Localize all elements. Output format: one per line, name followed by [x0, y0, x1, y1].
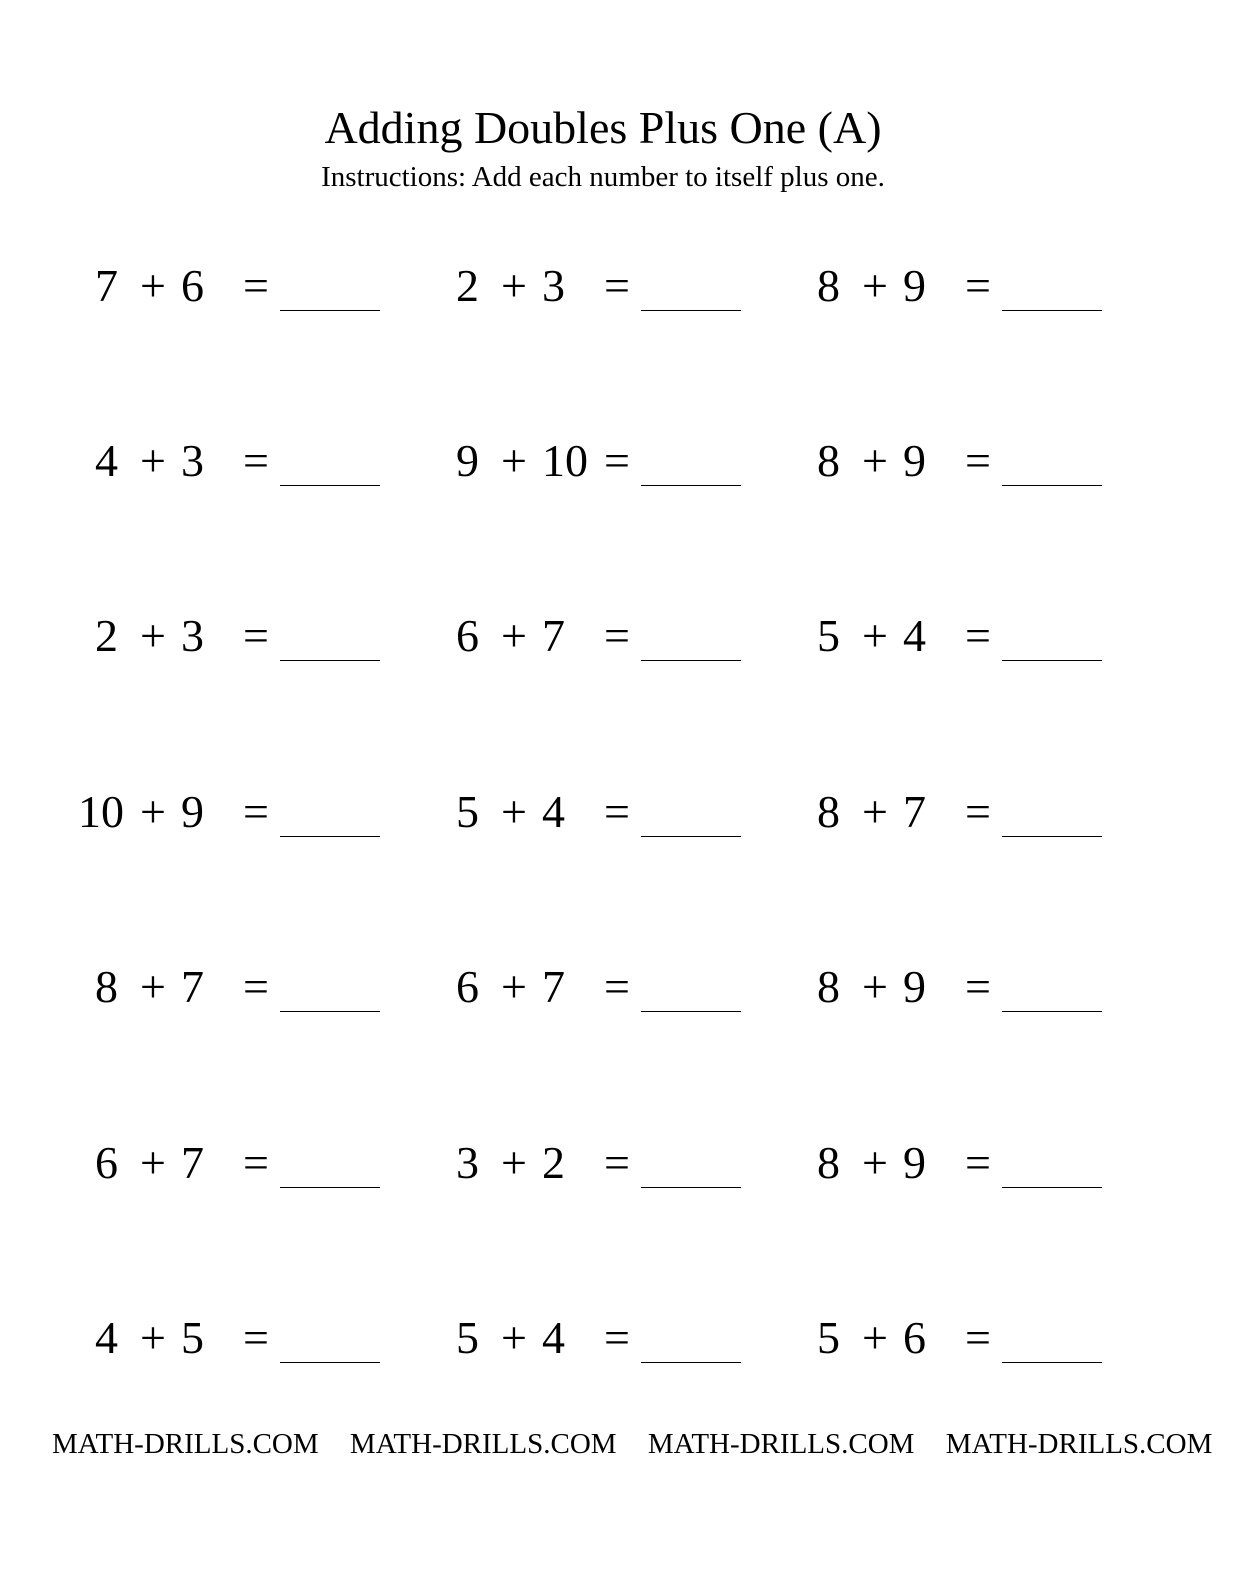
equals-sign: = [604, 961, 630, 1012]
plus-sign: + [501, 961, 527, 1012]
first-addend: 8 [817, 961, 840, 1012]
plus-sign: + [140, 435, 166, 486]
equals-sign: = [243, 435, 269, 486]
first-addend: 5 [456, 786, 479, 837]
second-addend: 2 [542, 1137, 565, 1188]
problem [800, 256, 1140, 316]
plus-sign: + [862, 961, 888, 1012]
first-addend: 3 [456, 1137, 479, 1188]
second-addend: 7 [181, 961, 204, 1012]
first-addend: 8 [817, 260, 840, 311]
footer-text: MATH-DRILLS.COM [349, 1428, 617, 1460]
first-addend: 8 [817, 786, 840, 837]
answer-blank[interactable] [1002, 660, 1102, 661]
problem [800, 431, 1140, 491]
plus-sign: + [501, 435, 527, 486]
second-addend: 3 [542, 260, 565, 311]
second-addend: 9 [903, 961, 926, 1012]
footer-text: MATH-DRILLS.COM [52, 1428, 319, 1460]
equals-sign: = [243, 610, 269, 661]
plus-sign: + [140, 260, 166, 311]
answer-blank[interactable] [1002, 1187, 1102, 1188]
equals-sign: = [243, 961, 269, 1012]
page-title: Adding Doubles Plus One (A) [324, 102, 882, 153]
answer-blank[interactable] [641, 485, 741, 486]
second-addend: 3 [181, 435, 204, 486]
first-addend: 4 [95, 1312, 118, 1363]
second-addend: 10 [542, 435, 588, 486]
equals-sign: = [965, 1312, 991, 1363]
problem [78, 1133, 418, 1193]
second-addend: 7 [903, 786, 926, 837]
answer-blank[interactable] [641, 310, 741, 311]
second-addend: 7 [542, 961, 565, 1012]
plus-sign: + [862, 435, 888, 486]
plus-sign: + [140, 1137, 166, 1188]
problem [78, 431, 418, 491]
equals-sign: = [604, 786, 630, 837]
second-addend: 3 [181, 610, 204, 661]
first-addend: 5 [817, 1312, 840, 1363]
second-addend: 6 [903, 1312, 926, 1363]
equals-sign: = [243, 1312, 269, 1363]
first-addend: 7 [95, 260, 118, 311]
first-addend: 8 [95, 961, 118, 1012]
problem [800, 957, 1140, 1017]
plus-sign: + [140, 1312, 166, 1363]
plus-sign: + [501, 610, 527, 661]
plus-sign: + [501, 1137, 527, 1188]
equals-sign: = [243, 1137, 269, 1188]
second-addend: 4 [542, 786, 565, 837]
problem [78, 782, 418, 842]
answer-blank[interactable] [641, 1187, 741, 1188]
plus-sign: + [140, 786, 166, 837]
second-addend: 6 [181, 260, 204, 311]
first-addend: 6 [95, 1137, 118, 1188]
equals-sign: = [243, 786, 269, 837]
first-addend: 4 [95, 435, 118, 486]
answer-blank[interactable] [1002, 485, 1102, 486]
first-addend: 2 [456, 260, 479, 311]
problem [439, 1133, 779, 1193]
second-addend: 9 [903, 435, 926, 486]
plus-sign: + [862, 610, 888, 661]
problem [800, 1308, 1140, 1368]
instructions: Instructions: Add each number to itself plus one. [321, 161, 885, 193]
second-addend: 9 [903, 1137, 926, 1188]
equals-sign: = [604, 1137, 630, 1188]
plus-sign: + [140, 961, 166, 1012]
plus-sign: + [862, 1137, 888, 1188]
first-addend: 9 [456, 435, 479, 486]
equals-sign: = [965, 260, 991, 311]
plus-sign: + [862, 786, 888, 837]
footer-text: MATH-DRILLS.COM [945, 1428, 1213, 1460]
second-addend: 5 [181, 1312, 204, 1363]
problem [439, 957, 779, 1017]
problem [439, 1308, 779, 1368]
second-addend: 7 [542, 610, 565, 661]
plus-sign: + [862, 1312, 888, 1363]
plus-sign: + [140, 610, 166, 661]
answer-blank[interactable] [641, 836, 741, 837]
first-addend: 5 [456, 1312, 479, 1363]
problem [78, 256, 418, 316]
equals-sign: = [243, 260, 269, 311]
second-addend: 9 [903, 260, 926, 311]
answer-blank[interactable] [1002, 1362, 1102, 1363]
second-addend: 7 [181, 1137, 204, 1188]
second-addend: 4 [903, 610, 926, 661]
equals-sign: = [965, 786, 991, 837]
first-addend: 2 [95, 610, 118, 661]
second-addend: 9 [181, 786, 204, 837]
answer-blank[interactable] [280, 836, 380, 837]
first-addend: 10 [78, 786, 124, 837]
answer-blank[interactable] [641, 1011, 741, 1012]
first-addend: 8 [817, 435, 840, 486]
equals-sign: = [604, 260, 630, 311]
answer-blank[interactable] [641, 660, 741, 661]
answer-blank[interactable] [1002, 836, 1102, 837]
answer-blank[interactable] [1002, 310, 1102, 311]
equals-sign: = [965, 610, 991, 661]
problem [439, 256, 779, 316]
answer-blank[interactable] [280, 660, 380, 661]
equals-sign: = [965, 435, 991, 486]
problem [800, 1133, 1140, 1193]
plus-sign: + [501, 1312, 527, 1363]
first-addend: 6 [456, 610, 479, 661]
equals-sign: = [604, 1312, 630, 1363]
answer-blank[interactable] [280, 1362, 380, 1363]
problem [78, 1308, 418, 1368]
equals-sign: = [604, 610, 630, 661]
answer-blank[interactable] [1002, 1011, 1102, 1012]
problem [78, 957, 418, 1017]
footer-watermark [52, 1424, 1213, 1464]
plus-sign: + [501, 260, 527, 311]
answer-blank[interactable] [641, 1362, 741, 1363]
problem [800, 606, 1140, 666]
first-addend: 8 [817, 1137, 840, 1188]
second-addend: 4 [542, 1312, 565, 1363]
problem [439, 606, 779, 666]
answer-blank[interactable] [280, 1187, 380, 1188]
problem [78, 606, 418, 666]
first-addend: 6 [456, 961, 479, 1012]
first-addend: 5 [817, 610, 840, 661]
answer-blank[interactable] [280, 310, 380, 311]
equals-sign: = [965, 961, 991, 1012]
plus-sign: + [501, 786, 527, 837]
answer-blank[interactable] [280, 1011, 380, 1012]
plus-sign: + [862, 260, 888, 311]
footer-text: MATH-DRILLS.COM [647, 1428, 915, 1460]
problem [439, 782, 779, 842]
equals-sign: = [965, 1137, 991, 1188]
problem [439, 431, 779, 491]
problem [800, 782, 1140, 842]
equals-sign: = [604, 435, 630, 486]
answer-blank[interactable] [280, 485, 380, 486]
